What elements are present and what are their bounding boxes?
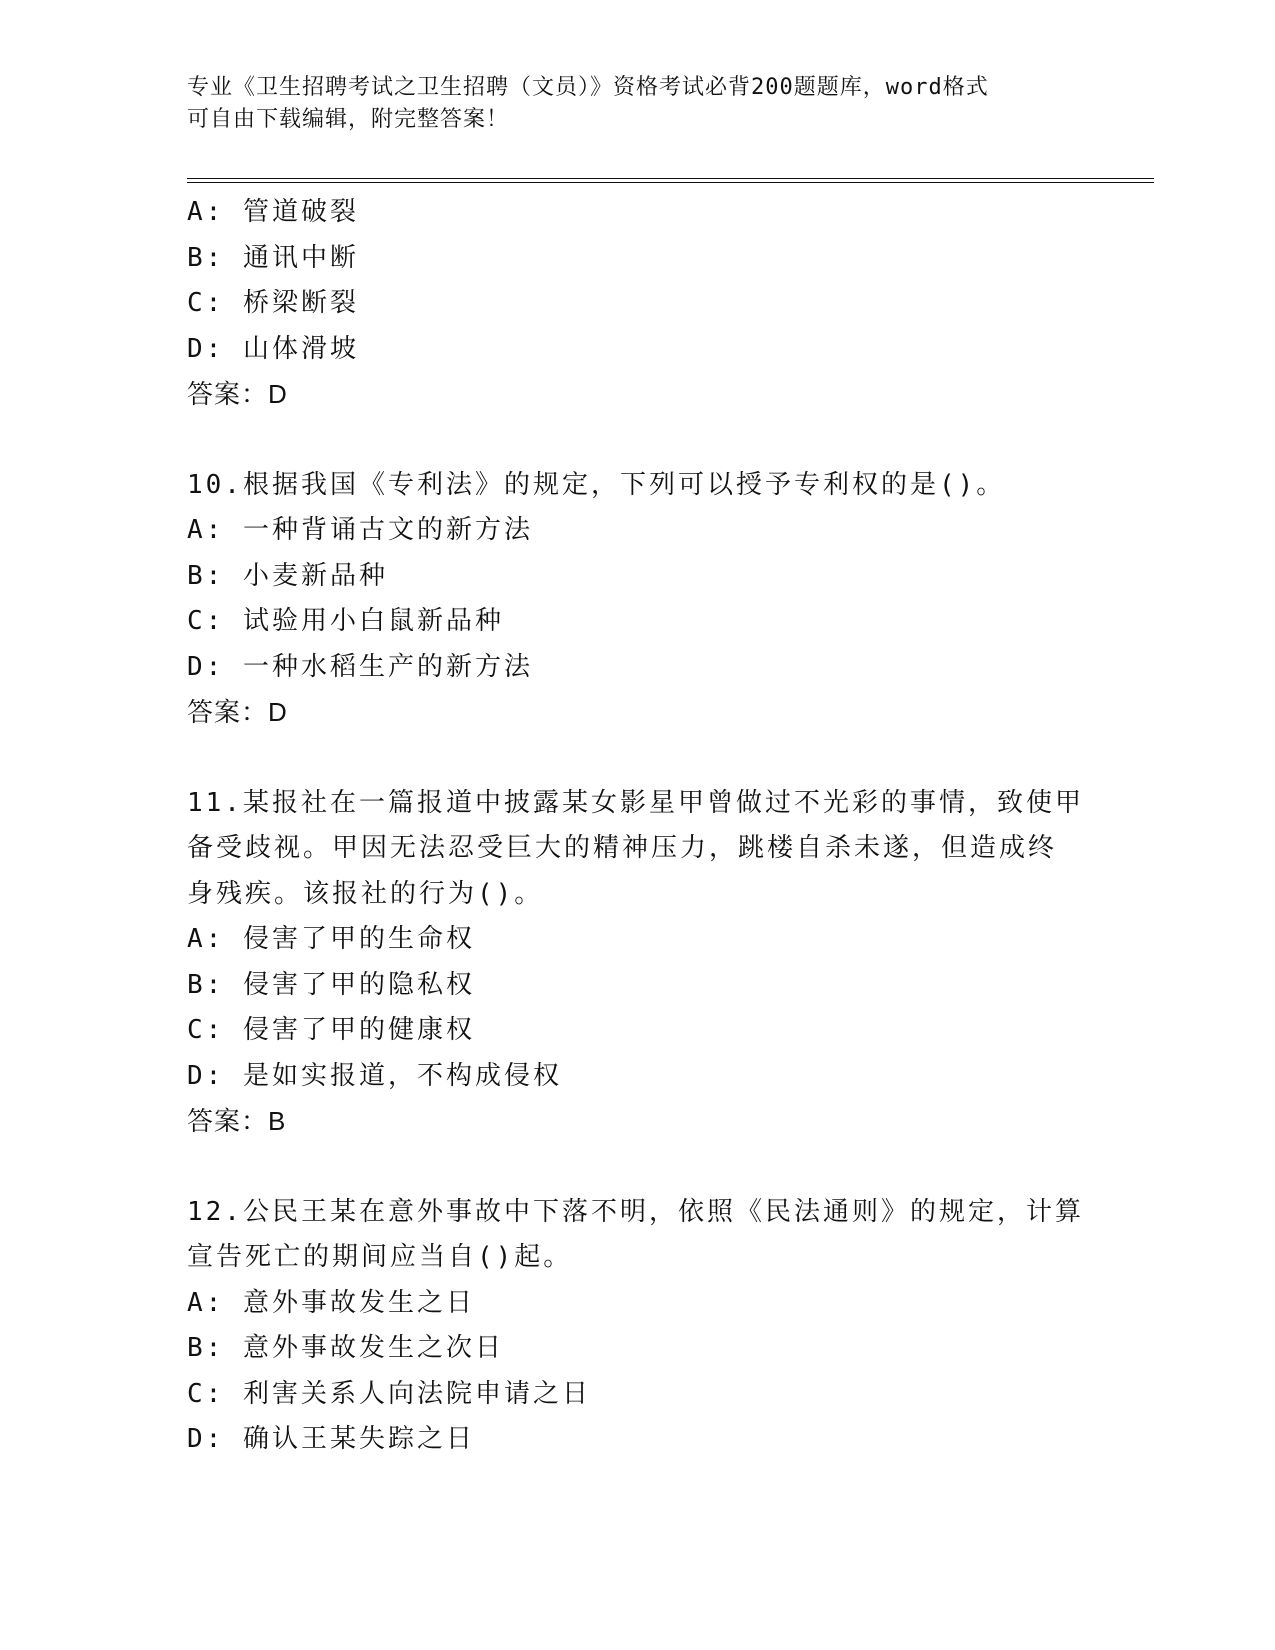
option-d: D: 是如实报道，不构成侵权 [187,1060,562,1091]
question-stem-line-2: 宣告死亡的期间应当自()起。 [187,1242,573,1272]
question-spacer [187,1145,1087,1190]
document-header [187,72,1087,136]
question-10 [187,463,1087,736]
option-a: A: 意外事故发生之日 [187,1287,475,1318]
answer-label: 答案：B [187,1106,287,1136]
option-d: D: 一种水稻生产的新方法 [187,651,533,682]
header-title-line-2: 可自由下载编辑，附完整答案！ [187,107,510,132]
question-11 [187,781,1087,1145]
option-c: C: 利害关系人向法院申请之日 [187,1378,591,1409]
answer-label: 答案：D [187,379,288,409]
header-title-line-1: 专业《卫生招聘考试之卫生招聘（文员）》资格考试必背200题题库，word格式 [187,75,989,100]
question-12 [187,1190,1087,1463]
option-a: A: 侵害了甲的生命权 [187,924,475,954]
question-stem-line-3: 身残疾。该报社的行为()。 [187,878,544,909]
answer-label: 答案：D [187,697,288,727]
question-list [187,190,1087,1463]
question-spacer [187,736,1087,781]
option-b: B: 通讯中断 [187,242,359,273]
header-divider-bottom [187,182,1154,183]
option-a: A: 管道破裂 [187,197,359,227]
question-stem-line-2: 备受歧视。甲因无法忍受巨大的精神压力，跳楼自杀未遂，但造成终 [187,833,1058,863]
question-stem-line-1: 11.某报社在一篇报道中披露某女影星甲曾做过不光彩的事情，致使甲 [187,787,1084,818]
option-b: B: 侵害了甲的隐私权 [187,969,475,1000]
option-d: D: 山体滑坡 [187,333,359,364]
header-divider-top [187,178,1154,179]
option-b: B: 小麦新品种 [187,560,388,591]
option-c: C: 桥梁断裂 [187,288,359,318]
question-stem: 10.根据我国《专利法》的规定，下列可以授予专利权的是()。 [187,469,1006,500]
option-b: B: 意外事故发生之次日 [187,1333,504,1363]
option-d: D: 确认王某失踪之日 [187,1424,475,1454]
option-c: C: 侵害了甲的健康权 [187,1015,475,1045]
question-spacer [187,418,1087,463]
option-c: C: 试验用小白鼠新品种 [187,606,504,636]
option-a: A: 一种背诵古文的新方法 [187,515,533,545]
question-stem-line-1: 12.公民王某在意外事故中下落不明，依照《民法通则》的规定，计算 [187,1196,1084,1227]
question-9 [187,190,1087,418]
